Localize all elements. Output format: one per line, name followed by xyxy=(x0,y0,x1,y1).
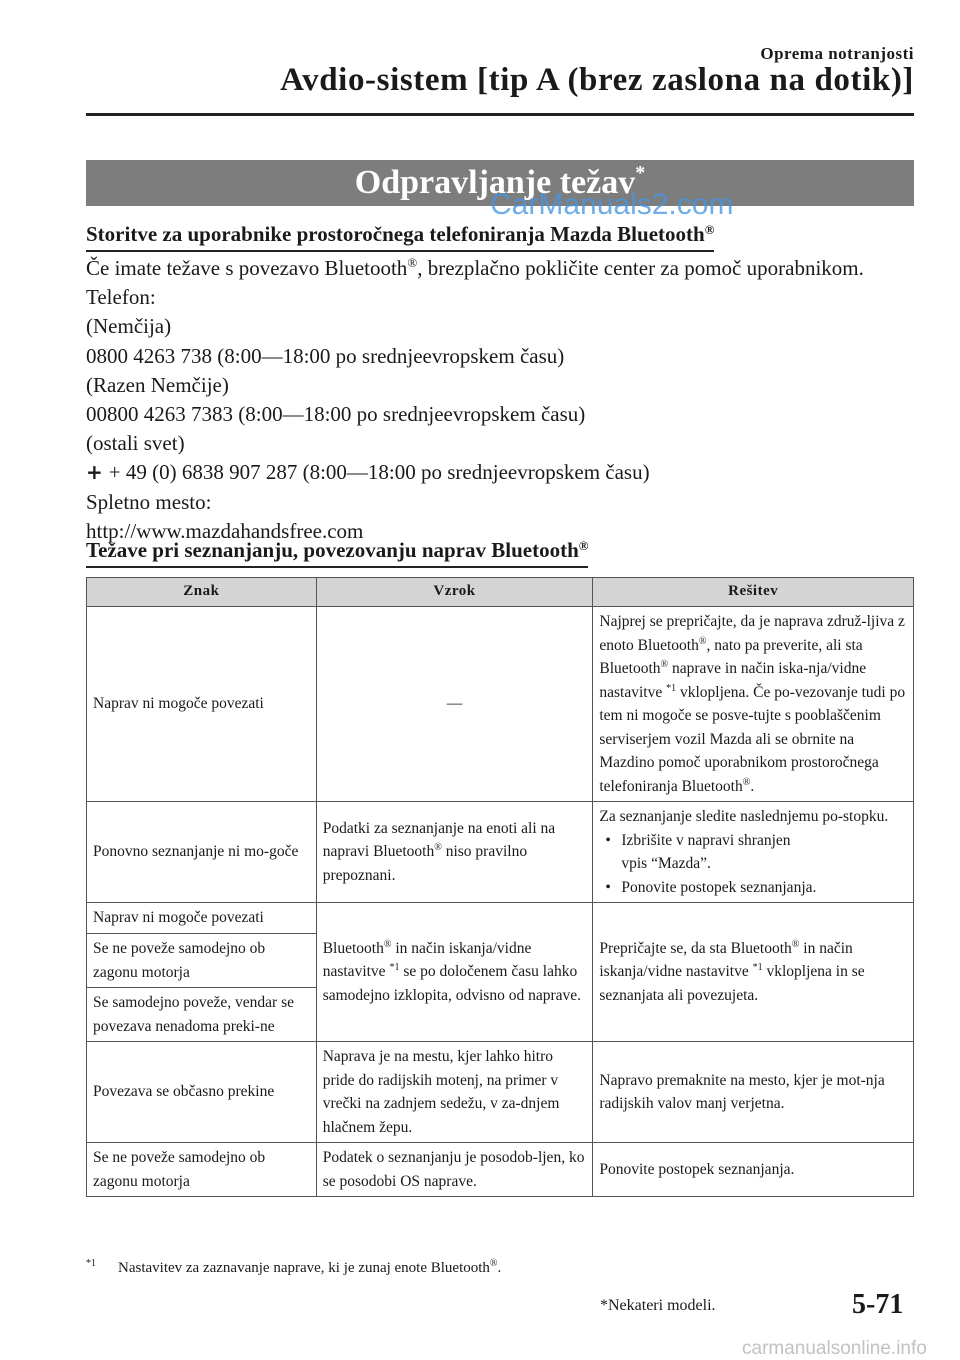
footnote-ref: *1 xyxy=(666,682,677,694)
sign-cell: Naprav ni mogoče povezati xyxy=(87,607,317,802)
list-item xyxy=(599,876,907,900)
bullet-text: Ponovite postopek seznanjanja. xyxy=(621,878,817,896)
outside-germany-number: 00800 4263 7383 (8:00—18:00 po srednjeevropskem času) xyxy=(86,402,586,427)
solution-cell xyxy=(593,903,914,1042)
registered-mark: ® xyxy=(742,776,751,788)
pairing-heading-text: Težave pri seznanjanju, povezovanju naprav Bluetooth xyxy=(86,538,579,562)
world-label: (ostali svet) xyxy=(86,431,185,456)
page-number: 5-71 xyxy=(852,1289,904,1320)
cause-text: in način iskanja/vidne nastavitve xyxy=(322,939,532,981)
cause-cell: Podatek o seznanjanju je posodob-ljen, ko se posodobi OS naprave. xyxy=(316,1143,593,1197)
section-title: Avdio-sistem [tip A (brez zaslona na dotik)] xyxy=(280,62,914,98)
sign-cell: Povezava se občasno prekine xyxy=(87,1042,317,1143)
bullet-text: vpis “Mazda”. xyxy=(621,855,711,872)
solution-cell: Napravo premaknite na mesto, kjer je mot-nja radijskih valov manj verjetna. xyxy=(593,1042,914,1143)
world-number-line xyxy=(86,458,914,487)
sign-cell: Naprav ni mogoče povezati xyxy=(87,903,317,934)
column-header-sign: Znak xyxy=(87,578,317,607)
banner-footnote-mark: * xyxy=(635,162,646,184)
bullet-icon: • xyxy=(605,831,611,849)
footnote-end: . xyxy=(497,1260,502,1276)
solution-cell xyxy=(593,607,914,802)
registered-mark: ® xyxy=(578,538,589,553)
cause-cell xyxy=(316,802,593,903)
table-header-row xyxy=(87,578,914,607)
service-heading xyxy=(86,222,714,252)
germany-label: (Nemčija) xyxy=(86,314,172,339)
header-rule xyxy=(86,113,914,116)
cause-cell xyxy=(316,903,593,1042)
site-watermark: carmanualsonline.info xyxy=(742,1338,927,1359)
intro-text-cont: , brezplačno pokličite center za pomoč uporabnikom. xyxy=(417,256,864,280)
footnote-mark: *1 xyxy=(86,1258,96,1269)
cause-text: Bluetooth xyxy=(322,939,384,957)
table-row xyxy=(87,1143,914,1197)
footnote-ref: *1 xyxy=(752,962,763,974)
cause-cell: — xyxy=(316,607,593,802)
solution-text: . xyxy=(750,777,755,795)
watermark-logo: CarManuals2.com xyxy=(490,188,734,221)
banner-title: Odpravljanje težav xyxy=(354,164,636,201)
world-number: + 49 (0) 6838 907 287 (8:00—18:00 po srednjeevropskem času) xyxy=(108,460,650,485)
table-row xyxy=(87,1042,914,1143)
intro-text: Če imate težave s povezavo Bluetooth xyxy=(86,256,408,280)
registered-mark: ® xyxy=(791,938,800,950)
column-header-solution: Rešitev xyxy=(593,578,914,607)
registered-mark: ® xyxy=(434,842,442,854)
sign-cell: Se ne poveže samodejno ob zagonu motorja xyxy=(87,1143,317,1197)
table-row xyxy=(87,607,914,802)
solution-text: Prepričajte se, da sta Bluetooth xyxy=(599,939,792,957)
table-footnote xyxy=(86,1260,501,1277)
table-row xyxy=(87,802,914,903)
footnote-text: Nastavitev za zaznavanje naprave, ki je zunaj enote Bluetooth xyxy=(118,1260,490,1276)
cause-cell: Naprava je na mestu, kjer lahko hitro pride do radijskih motenj, na primer v vrečki na zadnjem sedežu, v za-dnjem hlačnem žepu. xyxy=(316,1042,593,1143)
solution-text: naprave in način iska-nja/vidne nastavitve xyxy=(599,660,867,701)
service-heading-text: Storitve za uporabnike prostoročnega telefoniranja Mazda Bluetooth xyxy=(86,222,705,246)
solution-cell: Ponovite postopek seznanjanja. xyxy=(593,1143,914,1197)
intro-paragraph xyxy=(86,254,914,283)
germany-number: 0800 4263 738 (8:00—18:00 po srednjeevropskem času) xyxy=(86,343,565,368)
registered-mark: ® xyxy=(660,659,669,670)
troubleshooting-table xyxy=(86,577,914,1197)
solution-cell xyxy=(593,802,914,903)
solution-intro: Za seznanjanje sledite naslednjemu po-stopku. xyxy=(599,808,889,825)
solution-text: Najprej se prepričajte, da je naprava združ-ljiva z enoto Bluetooth xyxy=(599,613,905,654)
bullet-text: Izbrišite v napravi shranjen xyxy=(621,831,791,849)
cause-text: Podatki za seznanjanje na enoti ali na napravi Bluetooth xyxy=(322,819,556,861)
plus-icon: + xyxy=(86,460,103,485)
registered-mark: ® xyxy=(383,938,392,950)
bullet-icon: • xyxy=(605,878,611,896)
sign-cell: Se ne poveže samodejno ob zagonu motorja xyxy=(87,934,317,988)
sign-cell: Ponovno seznanjanje ni mo-goče xyxy=(87,802,317,903)
registered-mark: ® xyxy=(698,635,707,647)
cause-text: niso pravilno prepoznani. xyxy=(322,843,528,884)
solution-text: , nato pa preverite, ali sta Bluetooth xyxy=(599,636,863,677)
sign-cell: Se samodejno poveže, vendar se povezava nenadoma preki-ne xyxy=(87,988,317,1042)
web-url[interactable]: http://www.mazdahandsfree.com xyxy=(86,518,364,543)
list-item xyxy=(599,829,907,876)
web-label: Spletno mesto: xyxy=(86,489,212,514)
phone-label: Telefon: xyxy=(86,285,156,310)
chapter-label: Oprema notranjosti xyxy=(760,44,914,63)
outside-germany-label: (Razen Nemčije) xyxy=(86,372,229,397)
models-note: *Nekateri modeli. xyxy=(600,1297,716,1314)
column-header-cause: Vzrok xyxy=(316,578,593,607)
cause-text: se po določenem času lahko samodejno izklopita, odvisno od naprave. xyxy=(322,963,581,1004)
solution-text: in način iskanja/vidne nastavitve xyxy=(599,939,853,981)
registered-mark: ® xyxy=(489,1258,498,1269)
solution-text: vklopljena. Če po-vezovanje tudi po tem ni mogoče se posve-tujte s pooblaščenim serviserjem vozil Mazda ali se obrnite na Mazdino pomoč uporabnikom prostoročnega telefoniranja Bluetooth xyxy=(599,683,906,795)
footnote-ref: *1 xyxy=(389,962,400,974)
solution-text: vklopljena in se seznanjata ali povezujeta. xyxy=(599,963,865,1004)
table-row xyxy=(87,903,914,934)
pairing-heading xyxy=(86,538,588,568)
contact-info xyxy=(86,254,914,546)
registered-mark: ® xyxy=(407,255,418,270)
registered-mark: ® xyxy=(704,222,715,237)
